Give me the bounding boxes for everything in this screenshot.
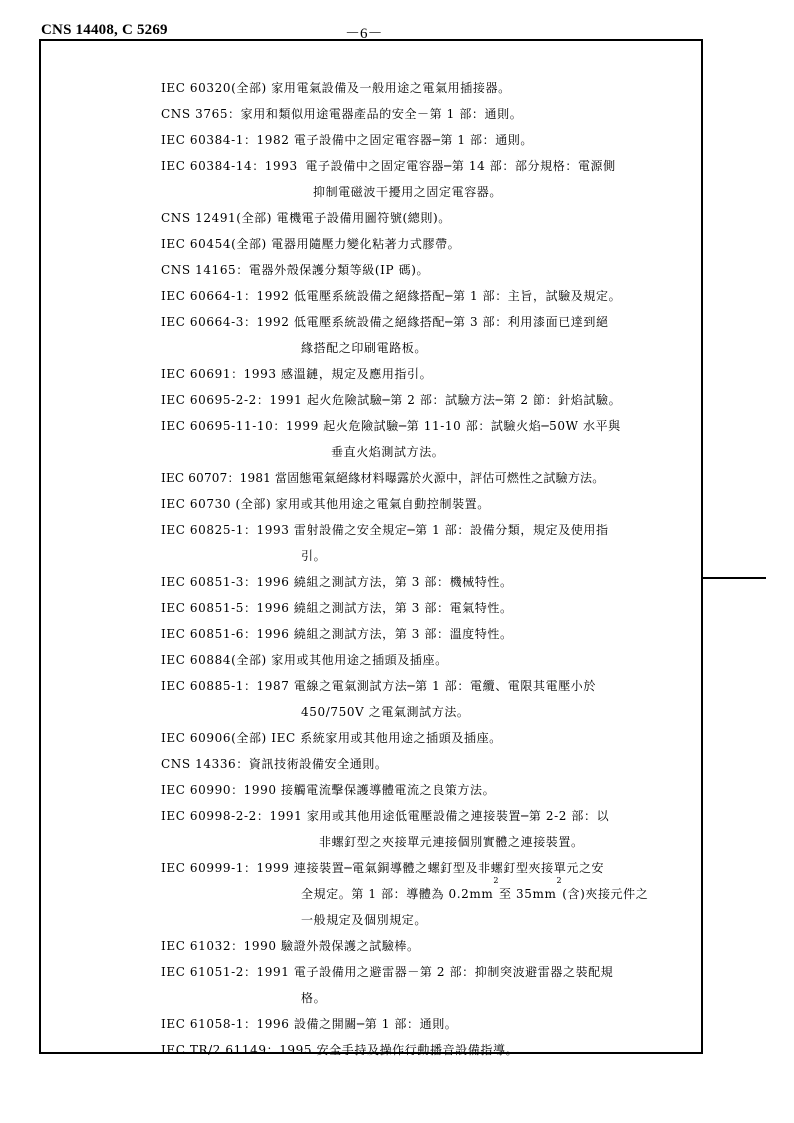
page-frame (39, 39, 703, 1057)
list-item-continuation: 格。 (301, 991, 327, 1005)
list-item: IEC 60851-6：1996 繞組之測試方法，第 3 部：溫度特性。 (161, 627, 513, 641)
list-item-continuation: 全規定。第 1 部：導體為 0.2mm 2 至 35mm 2 (含)夾接元件之 (301, 876, 649, 901)
list-item: IEC 60730 (全部) 家用或其他用途之電氣自動控制裝置。 (161, 497, 490, 511)
list-item: IEC 60851-5：1996 繞組之測試方法，第 3 部：電氣特性。 (161, 601, 513, 615)
page-number: －6－ (345, 26, 383, 42)
list-item-continuation: 引。 (301, 549, 327, 563)
list-item: IEC 60885-1：1987 電線之電氣測試方法─第 1 部：電纜、電限其電壓小於 (161, 679, 597, 693)
list-item-continuation: 一般規定及個別規定。 (301, 913, 428, 927)
reference-list (161, 75, 701, 1063)
list-item-continuation: 非螺釘型之夾接單元連接個別實體之連接裝置。 (319, 835, 584, 849)
list-item: IEC 60664-3：1992 低電壓系統設備之絕緣搭配─第 3 部：利用漆面已達到絕 (161, 315, 609, 329)
list-item-continuation: 450/750V 之電氣測試方法。 (301, 705, 470, 719)
list-item: CNS 3765： 家用和類似用途電器產品的安全－第 1 部：通則。 (161, 107, 523, 121)
list-item: IEC 61058-1：1996 設備之開關─第 1 部：通則。 (161, 1017, 458, 1031)
list-item: IEC 60691：1993 感溫鏈，規定及應用指引。 (161, 367, 433, 381)
list-item: IEC 61051-2：1991 電子設備用之避雷器－第 2 部：抑制突波避雷器之裝配規 (161, 965, 614, 979)
list-item: IEC 60664-1：1992 低電壓系統設備之絕緣搭配─第 1 部：主旨，試驗及規定。 (161, 289, 622, 303)
list-item-continuation: 抑制電磁波干擾用之固定電容器。 (313, 185, 503, 199)
list-item-continuation: 垂直火焰測試方法。 (331, 445, 445, 459)
list-item: IEC 60906(全部) IEC 系統家用或其他用途之插頭及插座。 (161, 731, 502, 745)
list-item: IEC 60454(全部) 電器用隨壓力變化粘著力式膠帶。 (161, 237, 461, 251)
list-item-continuation: 緣搭配之印刷電路板。 (301, 341, 428, 355)
list-item: CNS 12491(全部) 電機電子設備用圖符號(總則)。 (161, 211, 451, 225)
list-item: IEC TR/2 61149：1995 安全手持及操作行動播音設備指導。 (161, 1043, 519, 1057)
list-item: IEC 61032：1990 驗證外殼保護之試驗棒。 (161, 939, 420, 953)
list-item: IEC 60990：1990 接觸電流擊保護導體電流之良策方法。 (161, 783, 496, 797)
standard-number: CNS 14408, C 5269 (41, 22, 168, 38)
list-item: IEC 60998-2-2：1991 家用或其他用途低電壓設備之連接裝置─第 2-2 部：以 (161, 809, 610, 823)
list-item: IEC 60695-11-10：1999 起火危險試驗─第 11-10 部：試驗火焰─50W 水平與 (161, 419, 621, 433)
list-item: IEC 60884(全部) 家用或其他用途之插頭及插座。 (161, 653, 448, 667)
list-item: IEC 60825-1：1993 雷射設備之安全規定─第 1 部：設備分類，規定及使用指 (161, 523, 609, 537)
list-item: IEC 60384-1：1982 電子設備中之固定電容器─第 1 部：通則。 (161, 133, 534, 147)
list-item: IEC 60851-3：1996 繞組之測試方法，第 3 部：機械特性。 (161, 575, 513, 589)
list-item: IEC 60320(全部) 家用電氣設備及一般用途之電氣用插接器。 (161, 81, 511, 95)
margin-rule (703, 577, 766, 579)
list-item: IEC 60695-2-2：1991 起火危險試驗─第 2 部：試驗方法─第 2 節：針焰試驗。 (161, 393, 622, 407)
list-item: CNS 14165： 電器外殼保護分類等級(IP 碼)。 (161, 263, 430, 277)
list-item: IEC 60707：1981 當固態電氣絕緣材料曝露於火源中，評估可燃性之試驗方法。 (161, 471, 605, 485)
list-item: CNS 14336： 資訊技術設備安全通則。 (161, 757, 388, 771)
list-item: IEC 60384-14：1993 電子設備中之固定電容器─第 14 部：部分規格：電源側 (161, 159, 616, 173)
list-item: IEC 60999-1：1999 連接裝置─電氣銅導體之螺釘型及非螺釘型夾接單元之安 (161, 861, 605, 875)
